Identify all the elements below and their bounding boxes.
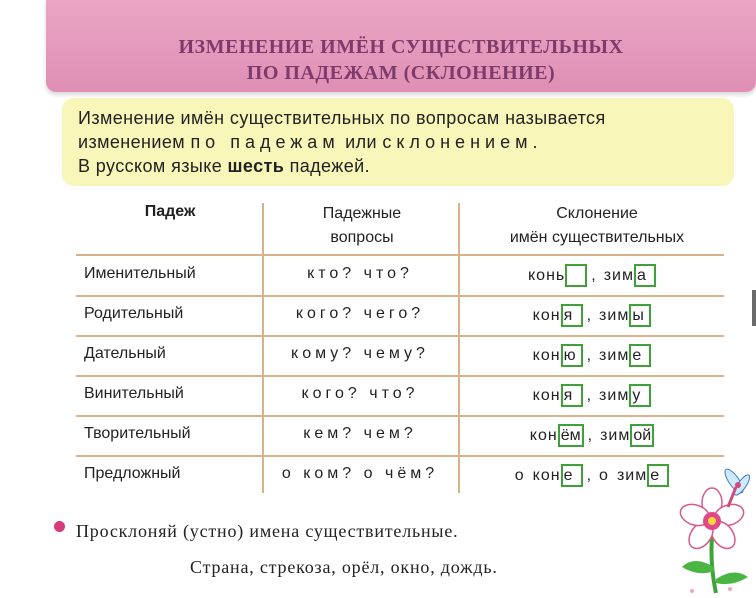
header-case: Падеж — [144, 203, 196, 220]
word-stem: кон — [529, 426, 558, 444]
rule-line-2-b: по падежам — [190, 132, 340, 152]
rule-line-3-b: падежей. — [289, 156, 370, 176]
declension-cell: конь , зим а — [460, 264, 724, 287]
ending-box: ы — [629, 304, 651, 327]
word-stem: зим — [600, 426, 631, 444]
declension-cell: кон я , зим ы — [460, 304, 724, 327]
word-stem: зим — [599, 386, 630, 404]
rule-line-2 — [78, 132, 542, 153]
ending-box: у — [629, 384, 651, 407]
flower-illustration — [672, 455, 756, 595]
word-stem: кон — [532, 306, 561, 324]
page-title-line-2: ПО ПАДЕЖАМ (СКЛОНЕНИЕ) — [246, 62, 556, 84]
header-questions-2: вопросы — [330, 229, 394, 246]
ending-box: ю — [561, 344, 583, 367]
rule-line-1: Изменение имён существительных по вопросам называется — [78, 108, 606, 128]
rule-line-3-bold: шесть — [227, 156, 285, 176]
row-divider — [76, 295, 724, 297]
ending-box: я — [561, 304, 583, 327]
row-divider — [76, 375, 724, 377]
word-stem: зим — [616, 466, 648, 484]
ending-box — [565, 264, 587, 287]
task-instruction: Просклоняй (устно) имена существительные. — [76, 521, 459, 541]
row-divider — [76, 455, 724, 457]
word-stem: кон — [532, 466, 561, 484]
ending-box: е — [561, 464, 583, 487]
case-questions: о ком? о чём? — [281, 465, 439, 482]
bullet-icon — [54, 521, 65, 532]
word-stem: конь — [528, 266, 566, 284]
ending-box: ём — [558, 424, 584, 447]
word-stem: зим — [599, 306, 630, 324]
title-banner — [46, 0, 756, 92]
case-name: Предложный — [84, 465, 181, 482]
ending-box: я — [561, 384, 583, 407]
word-stem: кон — [532, 386, 561, 404]
row-divider — [76, 254, 724, 256]
word-stem: зим — [603, 266, 634, 284]
rule-line-2-d: склонением. — [382, 132, 543, 152]
rule-box — [62, 98, 734, 186]
rule-line-2-a: изменением — [78, 132, 186, 152]
case-questions: кем? чем? — [303, 425, 417, 442]
ending-box: е — [647, 464, 669, 487]
rule-line-3 — [78, 156, 370, 177]
rule-line-3-a: В русском языке — [78, 156, 223, 176]
header-declension — [470, 202, 724, 250]
rule-line-2-c: или — [345, 132, 377, 152]
case-questions: кого? что? — [301, 385, 419, 402]
declension-cell: кон я , зим у — [460, 384, 724, 407]
word-preposition: о — [514, 466, 525, 484]
case-name: Винительный — [84, 385, 184, 402]
row-divider — [76, 415, 724, 417]
ending-box: а — [634, 264, 656, 287]
ending-box: ой — [630, 424, 654, 447]
case-questions: кого? чего? — [295, 305, 425, 322]
case-name: Именительный — [84, 265, 196, 282]
declension-cell: кон ю , зим е — [460, 344, 724, 367]
declension-cell: кон ём , зим ой — [460, 424, 724, 447]
word-preposition: о — [599, 466, 609, 484]
case-name: Родительный — [84, 305, 184, 322]
ending-box: е — [629, 344, 651, 367]
page-title-line-1: ИЗМЕНЕНИЕ ИМЁН СУЩЕСТВИТЕЛЬНЫХ — [178, 36, 624, 58]
word-stem: кон — [532, 346, 561, 364]
header-questions — [282, 202, 442, 250]
header-questions-1: Падежные — [322, 205, 402, 222]
case-name: Творительный — [84, 425, 191, 442]
case-name: Дательный — [84, 345, 166, 362]
declension-cell: о кон е , о зим е — [460, 464, 724, 487]
case-questions: кому? чему? — [291, 345, 429, 362]
case-questions: кто? что? — [307, 265, 413, 282]
word-stem: зим — [599, 346, 630, 364]
header-declension-2: имён существительных — [509, 229, 685, 246]
row-divider — [76, 335, 724, 337]
page-edge — [752, 290, 756, 326]
task-words: Страна, стрекоза, орёл, окно, дождь. — [190, 557, 498, 577]
header-declension-1: Склонение — [556, 205, 638, 222]
